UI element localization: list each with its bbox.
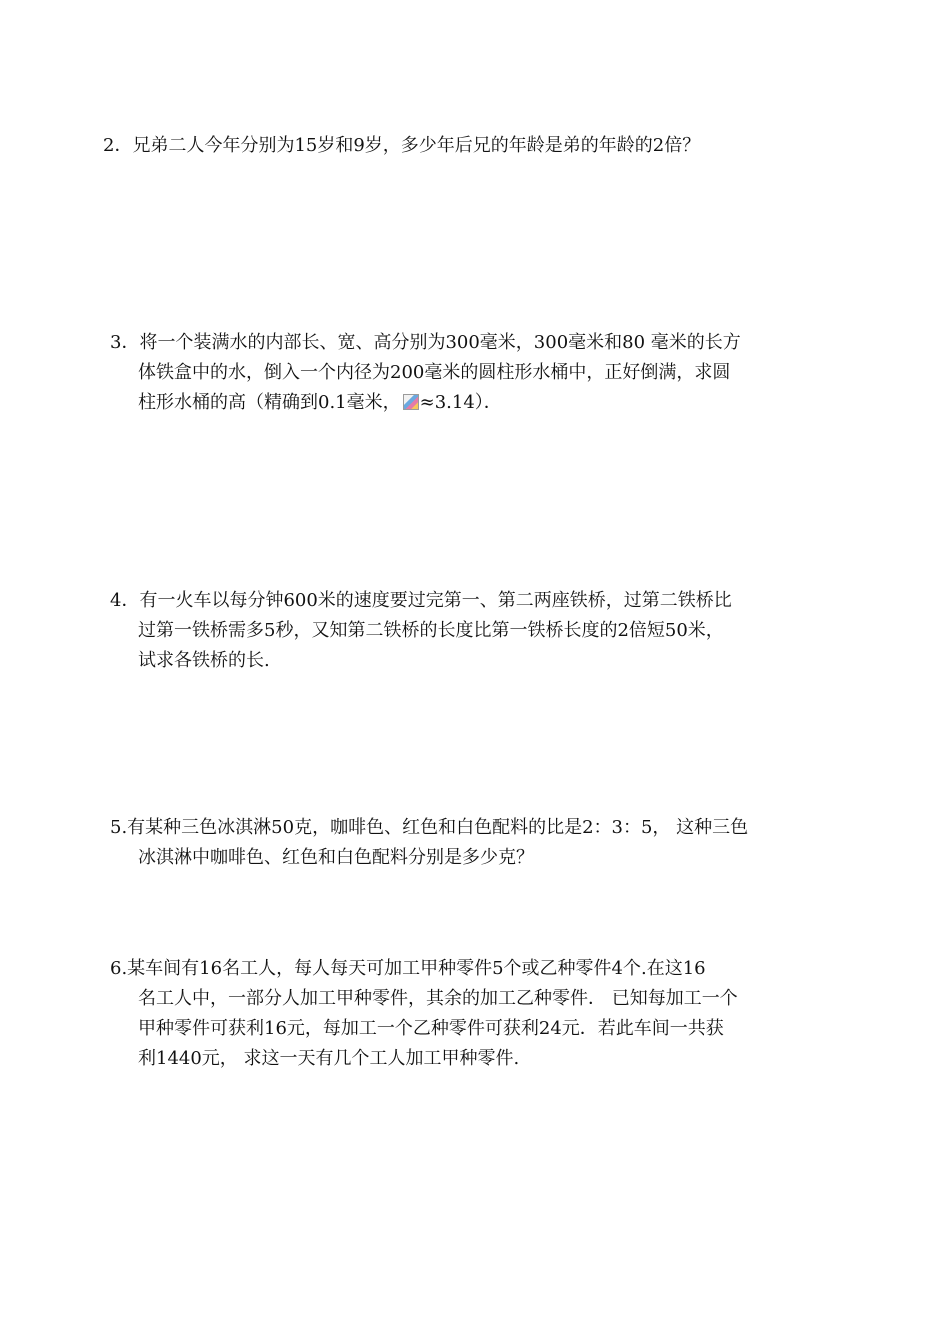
problem-3 xyxy=(110,328,741,418)
problem-4-line-2: 过第一铁桥需多5秒，又知第二铁桥的长度比第一铁桥长度的2倍短50米， xyxy=(138,620,724,641)
problem-3-line-3-after: ≈3.14）． xyxy=(419,392,502,413)
problem-3-line-1: 3．将一个装满水的内部长、宽、高分别为300毫米，300毫米和80 毫米的长方 xyxy=(110,332,741,353)
problem-2-line-1: 2．兄弟二人今年分别为15岁和9岁，多少年后兄的年龄是弟的年龄的2倍？ xyxy=(103,135,701,156)
problem-4-line-1: 4．有一火车以每分钟600米的速度要过完第一、第二两座铁桥，过第二铁桥比 xyxy=(110,590,732,611)
problem-4 xyxy=(110,586,732,676)
problem-3-line-3 xyxy=(110,388,741,418)
problem-6-line-4: 利1440元， 求这一天有几个工人加工甲种零件. xyxy=(138,1048,520,1069)
pi-image-placeholder-icon xyxy=(403,394,419,410)
problem-2 xyxy=(103,131,700,161)
problem-5 xyxy=(110,813,748,873)
problem-4-line-3: 试求各铁桥的长. xyxy=(138,650,270,671)
problem-5-line-1: 5.有某种三色冰淇淋50克，咖啡色、红色和白色配料的比是2：3：5， 这种三色 xyxy=(110,817,749,838)
problem-6 xyxy=(110,954,738,1074)
problem-3-line-3-before: 柱形水桶的高（精确到0.1毫米， xyxy=(138,392,401,413)
problem-6-line-1: 6.某车间有16名工人，每人每天可加工甲种零件5个或乙种零件4个.在这16 xyxy=(110,958,706,979)
problem-5-line-2: 冰淇淋中咖啡色、红色和白色配料分别是多少克？ xyxy=(138,847,534,868)
problem-6-line-2: 名工人中，一部分人加工甲种零件，其余的加工乙种零件． 已知每加工一个 xyxy=(138,988,738,1009)
problem-6-line-3: 甲种零件可获利16元，每加工一个乙种零件可获利24元．若此车间一共获 xyxy=(138,1018,724,1039)
problem-3-line-2: 体铁盒中的水，倒入一个内径为200毫米的圆柱形水桶中，正好倒满，求圆 xyxy=(138,362,731,383)
